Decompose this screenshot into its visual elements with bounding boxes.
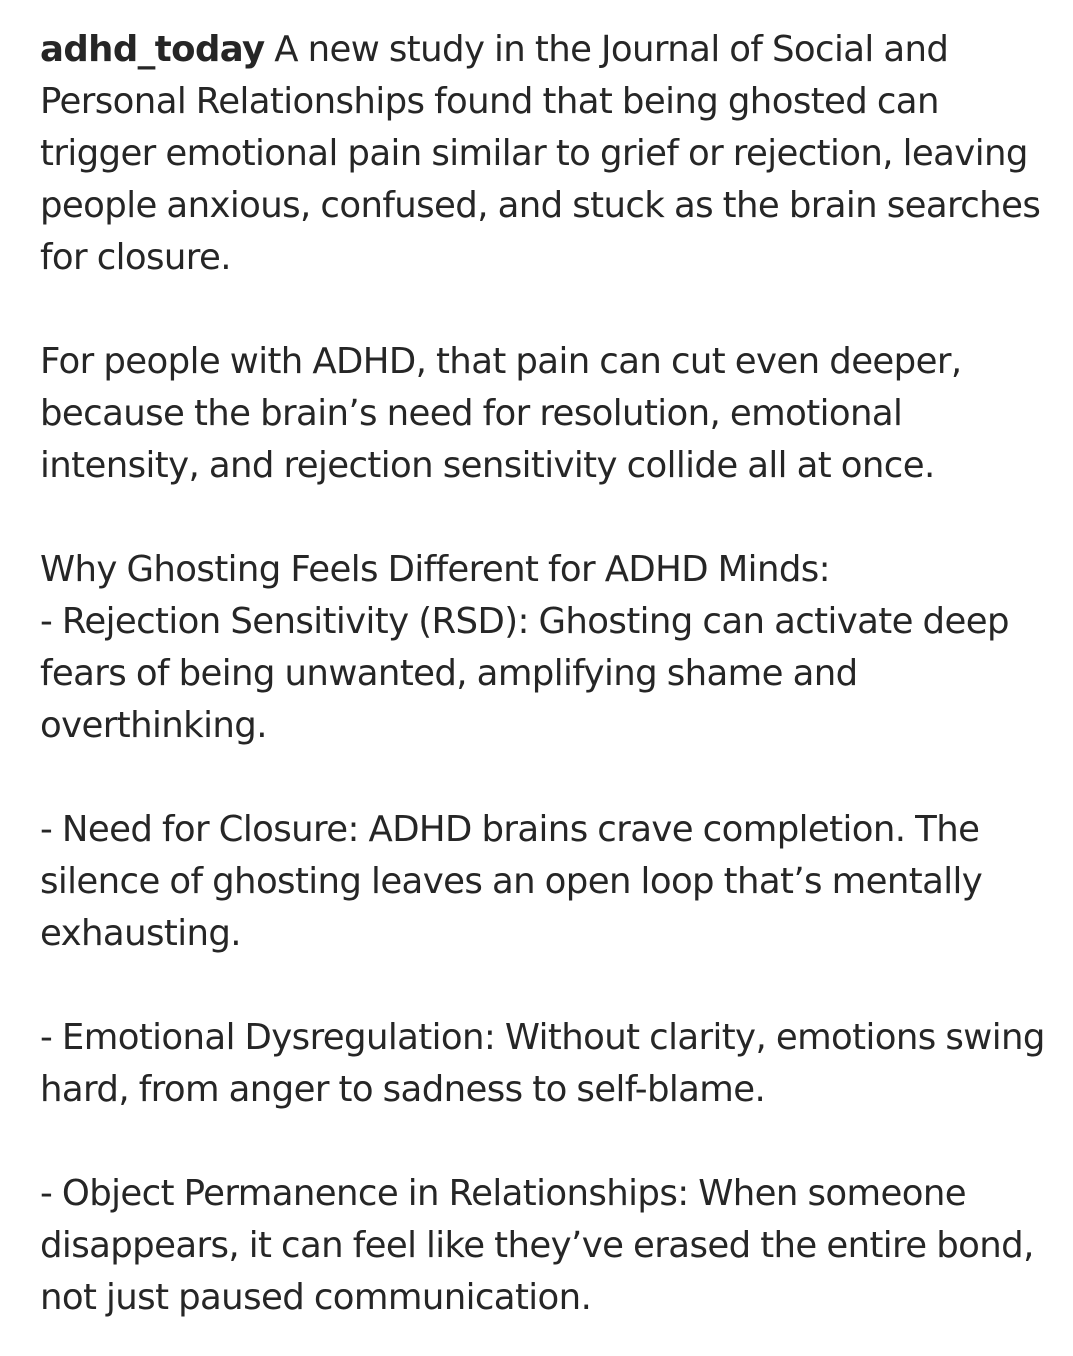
username-link[interactable]: adhd_today (40, 29, 265, 70)
caption-bullet-closure: - Need for Closure: ADHD brains crave completion. The silence of ghosting leaves an open loop that’s mentally exhausting. (40, 809, 983, 954)
paragraph-gap (40, 1116, 1050, 1168)
caption-paragraph-adhd: For people with ADHD, that pain can cut even deeper, because the brain’s need for resolution, emotional intensity, and rejection sensitivity collide all at once. (40, 341, 962, 486)
post-caption (40, 24, 1050, 1324)
caption-bullet-object-permanence: - Object Permanence in Relationships: When someone disappears, it can feel like they’ve erased the entire bond, not just paused communication. (40, 1173, 1034, 1318)
caption-text-intro: A new study in the Journal of Social and Personal Relationships found that being ghosted can trigger emotional pain similar to grief or rejection, leaving people anxious, confused, and stuck as the brain searches for closure. (40, 29, 1041, 278)
caption-heading-why: Why Ghosting Feels Different for ADHD Minds: (40, 549, 831, 590)
paragraph-gap (40, 752, 1050, 804)
paragraph-gap (40, 960, 1050, 1012)
paragraph-gap (40, 284, 1050, 336)
caption-intro-paragraph (40, 24, 1050, 284)
caption-bullet-dysregulation: - Emotional Dysregulation: Without clarity, emotions swing hard, from anger to sadness to self-blame. (40, 1017, 1045, 1110)
caption-bullet-rsd: - Rejection Sensitivity (RSD): Ghosting can activate deep fears of being unwanted, amplifying shame and overthinking. (40, 601, 1009, 746)
paragraph-gap (40, 492, 1050, 544)
